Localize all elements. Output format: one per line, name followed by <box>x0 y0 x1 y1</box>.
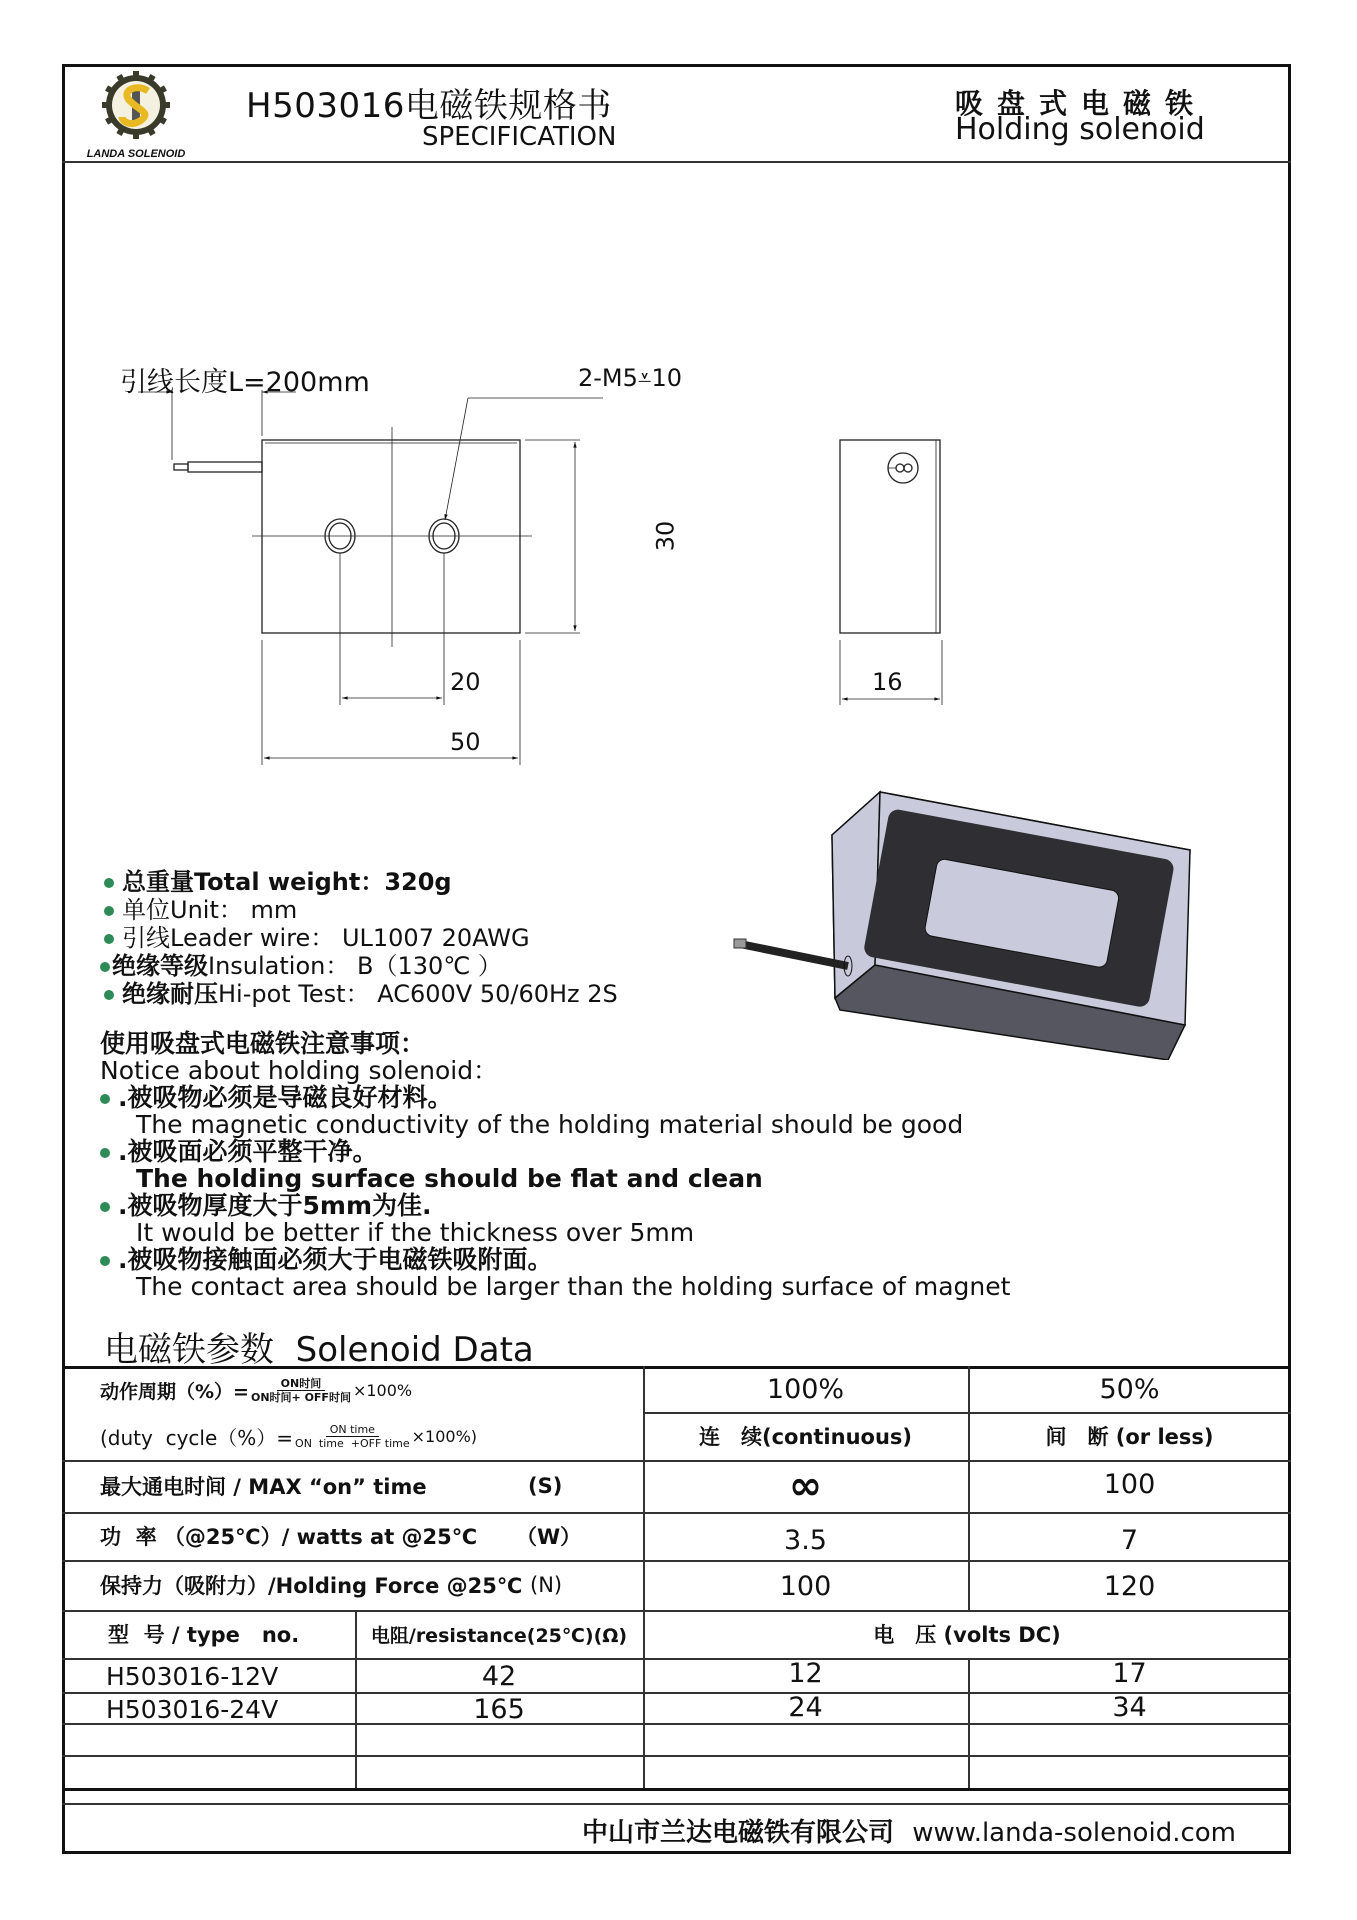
param-label: 最大通电时间 / MAX “on” time <box>100 1475 427 1499</box>
param-unit: (S) <box>528 1474 563 1498</box>
spec-item: 绝缘耐压Hi-pot Test： AC600V 50/60Hz 2S <box>104 980 618 1008</box>
resistance-header: 电阻/resistance(25℃)(Ω) <box>370 1624 628 1647</box>
document-subtitle: SPECIFICATION <box>422 122 617 152</box>
logo <box>76 70 196 158</box>
bullet-icon <box>100 962 110 972</box>
product-type-en: Holding solenoid <box>955 112 1205 147</box>
param-value: 100 <box>1103 1468 1156 1500</box>
data-section-title: 电磁铁参数 Solenoid Data <box>104 1330 534 1370</box>
row-line <box>62 1755 1291 1757</box>
bullet-icon <box>100 1202 110 1212</box>
notice-item-en: The magnetic conductivity of the holding material should be good <box>136 1110 964 1139</box>
col-50-header: 50% <box>1099 1373 1160 1405</box>
spec-item: 引线Leader wire： UL1007 20AWG <box>104 924 618 952</box>
table-bottom-border <box>62 1788 1291 1791</box>
param-value: 7 <box>1120 1524 1139 1556</box>
col-100-header: 100% <box>766 1373 845 1405</box>
param-unit: (N) <box>530 1573 563 1597</box>
notice-title-en: Notice about holding solenoid： <box>100 1056 499 1085</box>
dimension-drawing <box>100 350 1100 780</box>
notice-item-cn: .被吸物接触面必须大于电磁铁吸附面。 <box>100 1246 1010 1273</box>
param-value: 120 <box>1103 1570 1156 1602</box>
dim-length: 50 <box>450 728 481 756</box>
param-unit: （W） <box>516 1525 582 1549</box>
thread-callout: 2-M5⩡10 <box>578 364 682 392</box>
bullet-icon <box>104 906 114 916</box>
notice-item-en: It would be better if the thickness over 5mm <box>136 1218 695 1247</box>
model-voltage-50: 17 <box>1112 1657 1147 1689</box>
lead-length-label: 引线长度L=200mm <box>120 367 370 398</box>
website-link[interactable]: www.landa-solenoid.com <box>912 1818 1236 1848</box>
footer-line <box>62 1803 1291 1805</box>
fraction: $\frac{\text{ON time}}{\text{ON time +OFF time}}$ <box>295 1422 410 1450</box>
param-label: 保持力（吸附力）/Holding Force @25℃ <box>100 1574 523 1598</box>
type-header: 型 号 / type no. <box>108 1623 300 1647</box>
notice-item-en: The holding surface should be flat and clean <box>136 1164 763 1193</box>
company-name: 中山市兰达电磁铁有限公司 <box>582 1818 895 1848</box>
duty-formula-en: (duty cycle（%）= $\frac{\text{ON time}}{\text{ON time +OFF time}}$ ×100%) <box>100 1422 478 1450</box>
dim-height: 30 <box>651 520 680 552</box>
spec-item: 总重量Total weight：320g <box>104 868 618 896</box>
dim-width: 16 <box>872 668 903 696</box>
model-resistance: 42 <box>481 1660 517 1692</box>
specs-list <box>104 868 618 1008</box>
notice-title-cn: 使用吸盘式电磁铁注意事项： <box>100 1029 426 1058</box>
param-value: 100 <box>779 1570 832 1602</box>
notice-section <box>100 1030 1010 1300</box>
document-title: H503016电磁铁规格书 <box>246 86 612 126</box>
col-50-label: 间 断 (or less) <box>1045 1425 1214 1449</box>
header-divider <box>62 161 1291 163</box>
magnet-3d-render <box>720 780 1200 1060</box>
spec-item: 单位Unit： mm <box>104 896 618 924</box>
col-100-label: 连 续(continuous) <box>698 1425 913 1449</box>
product-type-cn: 吸盘式电磁铁 <box>955 87 1208 120</box>
param-label: 功 率 （@25℃）/ watts at @25℃ <box>100 1525 478 1549</box>
model-voltage-100: 12 <box>788 1657 823 1689</box>
voltage-header: 电 压 (volts DC) <box>873 1623 1061 1647</box>
model-type: H503016-24V <box>106 1694 279 1724</box>
model-voltage-50: 34 <box>1112 1691 1147 1723</box>
notice-item-cn: .被吸面必须平整干净。 <box>100 1138 1010 1165</box>
notice-item-cn: .被吸物厚度大于5mm为佳. <box>100 1192 1010 1219</box>
dim-hole-spacing: 20 <box>450 668 481 696</box>
footer <box>582 1812 1236 1849</box>
param-value: ∞ <box>788 1463 823 1509</box>
bullet-icon <box>104 990 114 1000</box>
bullet-icon <box>100 1148 110 1158</box>
spec-item: 绝缘等级Insulation： B（130℃ ） <box>100 952 618 980</box>
gear-logo-icon <box>76 70 196 140</box>
param-value: 3.5 <box>784 1524 827 1556</box>
notice-item-en: The contact area should be larger than the holding surface of magnet <box>136 1272 1011 1301</box>
fraction: $\frac{\text{ON时间}}{\text{ON时间+ OFF时间}}$ <box>250 1376 351 1404</box>
model-resistance: 165 <box>473 1693 525 1725</box>
model-type: H503016-12V <box>106 1661 279 1691</box>
bullet-icon <box>100 1256 110 1266</box>
bullet-icon <box>104 934 114 944</box>
duty-formula-cn: 动作周期（%）= $\frac{\text{ON时间}}{\text{ON时间+ OFF时间}}$ ×100% <box>100 1376 413 1404</box>
bullet-icon <box>104 878 114 888</box>
notice-item-cn: .被吸物必须是导磁良好材料。 <box>100 1084 1010 1111</box>
model-voltage-100: 24 <box>788 1691 823 1723</box>
bullet-icon <box>100 1094 110 1104</box>
logo-text: LANDA SOLENOID <box>86 148 186 160</box>
